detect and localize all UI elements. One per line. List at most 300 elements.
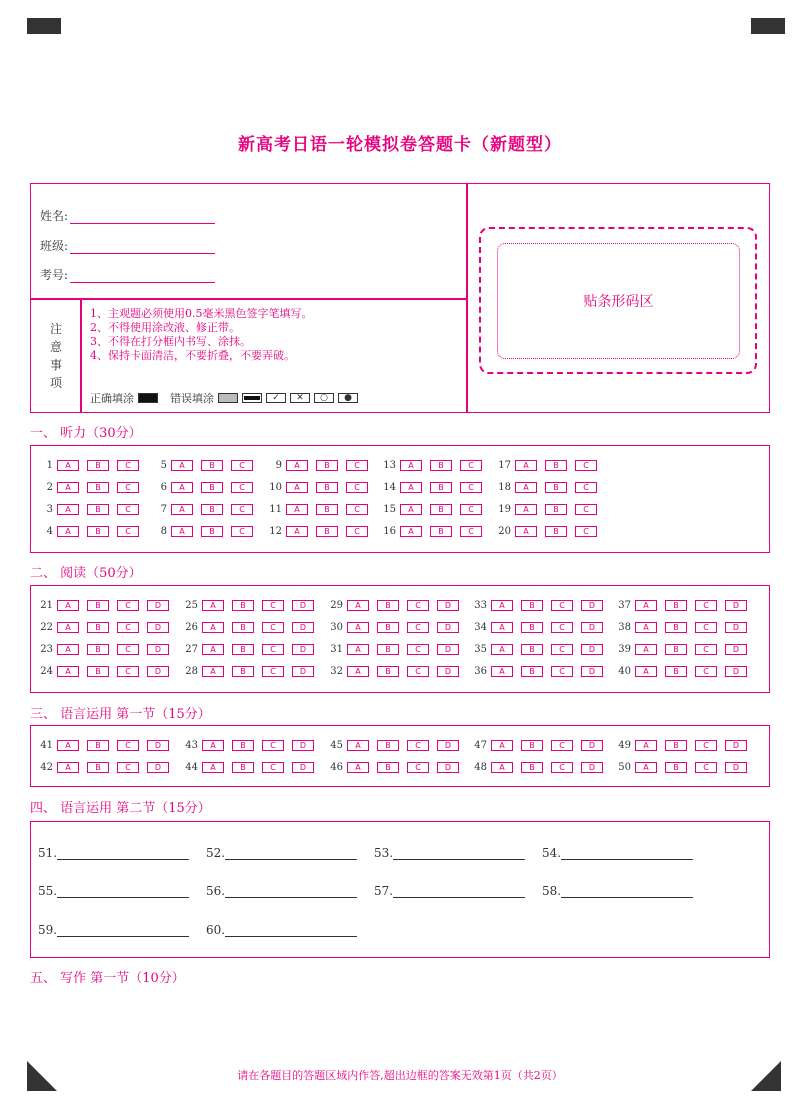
answer-option-c[interactable]: C xyxy=(117,644,139,655)
answer-option-c[interactable]: C xyxy=(262,600,284,611)
answer-option-b[interactable]: B xyxy=(665,762,687,773)
answer-option-b[interactable]: B xyxy=(201,504,223,515)
answer-option-a[interactable]: A xyxy=(400,526,422,537)
question-number: 50 xyxy=(618,762,631,773)
answer-option-a[interactable]: A xyxy=(515,482,537,493)
blank-line[interactable] xyxy=(393,845,525,860)
answer-option-a[interactable]: A xyxy=(57,460,79,471)
question-row xyxy=(611,622,755,633)
section-title-reading: 二、 阅读（50分） xyxy=(30,566,142,581)
question-number: 1 xyxy=(46,460,53,471)
answer-option-a[interactable]: A xyxy=(491,644,513,655)
question-number: 36 xyxy=(474,666,487,677)
answer-option-d[interactable]: D xyxy=(147,762,169,773)
class-line[interactable] xyxy=(70,240,215,254)
answer-option-a[interactable]: A xyxy=(202,600,224,611)
answer-option-d[interactable]: D xyxy=(725,644,747,655)
answer-option-c[interactable]: C xyxy=(695,740,717,751)
answer-option-a[interactable]: A xyxy=(347,622,369,633)
answer-option-c[interactable]: C xyxy=(407,762,429,773)
answer-option-d[interactable]: D xyxy=(292,644,314,655)
answer-option-b[interactable]: B xyxy=(521,600,543,611)
name-line[interactable] xyxy=(70,210,215,224)
fill-blank[interactable] xyxy=(206,883,357,898)
question-number: 11 xyxy=(269,504,282,515)
answer-option-b[interactable]: B xyxy=(665,666,687,677)
answer-option-b[interactable]: B xyxy=(201,526,223,537)
answer-option-c[interactable]: C xyxy=(346,460,368,471)
question-number: 41 xyxy=(40,740,53,751)
answer-option-a[interactable]: A xyxy=(171,504,193,515)
answer-option-a[interactable]: A xyxy=(286,526,308,537)
question-number: 40 xyxy=(618,666,631,677)
answer-option-d[interactable]: D xyxy=(147,666,169,677)
answer-option-a[interactable]: A xyxy=(286,460,308,471)
fill-blank[interactable] xyxy=(38,883,189,898)
fill-blank[interactable] xyxy=(374,883,525,898)
answer-option-c[interactable]: C xyxy=(551,644,573,655)
name-field[interactable] xyxy=(40,207,215,224)
answer-option-a[interactable]: A xyxy=(515,460,537,471)
answer-option-d[interactable]: D xyxy=(437,600,459,611)
answer-option-a[interactable]: A xyxy=(57,666,79,677)
answer-option-a[interactable]: A xyxy=(400,482,422,493)
answer-option-d[interactable]: D xyxy=(725,666,747,677)
answer-option-b[interactable]: B xyxy=(430,526,452,537)
question-row xyxy=(491,526,605,537)
answer-option-a[interactable]: A xyxy=(202,644,224,655)
answer-option-c[interactable]: C xyxy=(117,460,139,471)
answer-option-b[interactable]: B xyxy=(430,460,452,471)
question-row xyxy=(467,666,611,677)
answer-option-a[interactable]: A xyxy=(491,740,513,751)
answer-option-b[interactable]: B xyxy=(232,644,254,655)
question-row xyxy=(376,460,490,471)
answer-option-d[interactable]: D xyxy=(581,666,603,677)
answer-option-d[interactable]: D xyxy=(292,600,314,611)
answer-option-a[interactable]: A xyxy=(347,600,369,611)
question-row xyxy=(178,740,322,751)
question-number: 6 xyxy=(160,482,167,493)
section-title-listening: 一、 听力（30分） xyxy=(30,426,142,441)
answer-option-c[interactable]: C xyxy=(346,504,368,515)
answer-option-d[interactable]: D xyxy=(725,762,747,773)
answer-option-b[interactable]: B xyxy=(545,504,567,515)
answer-option-b[interactable]: B xyxy=(545,460,567,471)
barcode-inner xyxy=(497,243,740,359)
question-row xyxy=(611,666,755,677)
answer-option-b[interactable]: B xyxy=(377,740,399,751)
answer-option-c[interactable]: C xyxy=(262,622,284,633)
answer-option-c[interactable]: C xyxy=(575,482,597,493)
corner-marker-top-right xyxy=(751,18,785,34)
answer-option-b[interactable]: B xyxy=(665,740,687,751)
answer-option-b[interactable]: B xyxy=(87,600,109,611)
answer-option-d[interactable]: D xyxy=(581,644,603,655)
answer-option-a[interactable]: A xyxy=(400,504,422,515)
answer-option-c[interactable]: C xyxy=(460,460,482,471)
answer-option-c[interactable]: C xyxy=(407,644,429,655)
answer-option-d[interactable]: D xyxy=(292,762,314,773)
answer-option-b[interactable]: B xyxy=(87,644,109,655)
corner-marker-top-left xyxy=(27,18,61,34)
answer-option-b[interactable]: B xyxy=(521,762,543,773)
answer-option-b[interactable]: B xyxy=(87,526,109,537)
answer-option-b[interactable]: B xyxy=(87,740,109,751)
answer-option-d[interactable]: D xyxy=(147,644,169,655)
answer-option-a[interactable]: A xyxy=(635,762,657,773)
question-row xyxy=(467,762,611,773)
answer-option-a[interactable]: A xyxy=(171,460,193,471)
exam-number-field[interactable] xyxy=(40,266,215,283)
answer-option-c[interactable]: C xyxy=(695,622,717,633)
question-number: 5 xyxy=(160,460,167,471)
question-row xyxy=(323,644,467,655)
answer-option-a[interactable]: A xyxy=(286,482,308,493)
answer-option-c[interactable]: C xyxy=(407,622,429,633)
question-number: 4 xyxy=(46,526,53,537)
answer-option-b[interactable]: B xyxy=(430,482,452,493)
answer-option-b[interactable]: B xyxy=(545,482,567,493)
question-number: 16 xyxy=(383,526,396,537)
answer-option-d[interactable]: D xyxy=(292,740,314,751)
blank-number: 58. xyxy=(542,884,562,898)
answer-option-a[interactable]: A xyxy=(515,526,537,537)
answer-option-c[interactable]: C xyxy=(695,644,717,655)
answer-option-a[interactable]: A xyxy=(57,740,79,751)
answer-option-a[interactable]: A xyxy=(202,666,224,677)
answer-option-c[interactable]: C xyxy=(407,600,429,611)
answer-option-d[interactable]: D xyxy=(292,666,314,677)
question-number: 21 xyxy=(40,600,53,611)
blank-number: 59. xyxy=(38,923,58,937)
answer-option-a[interactable]: A xyxy=(57,622,79,633)
class-label: 班级: xyxy=(40,239,69,253)
answer-option-a[interactable]: A xyxy=(635,666,657,677)
question-number: 48 xyxy=(474,762,487,773)
question-row xyxy=(611,740,755,751)
answer-option-b[interactable]: B xyxy=(316,482,338,493)
answer-option-d[interactable]: D xyxy=(437,644,459,655)
answer-option-a[interactable]: A xyxy=(491,600,513,611)
question-number: 25 xyxy=(185,600,198,611)
question-row xyxy=(33,482,147,493)
answer-option-a[interactable]: A xyxy=(202,740,224,751)
answer-option-a[interactable]: A xyxy=(491,762,513,773)
answer-option-d[interactable]: D xyxy=(437,762,459,773)
answer-option-d[interactable]: D xyxy=(581,622,603,633)
wrong-fill-circle: ○ xyxy=(314,393,334,403)
question-number: 24 xyxy=(40,666,53,677)
answer-option-c[interactable]: C xyxy=(231,526,253,537)
question-number: 8 xyxy=(160,526,167,537)
blank-number: 55. xyxy=(38,884,58,898)
answer-option-c[interactable]: C xyxy=(117,762,139,773)
question-row xyxy=(376,504,490,515)
question-row xyxy=(323,740,467,751)
answer-option-c[interactable]: C xyxy=(575,460,597,471)
blank-number: 56. xyxy=(206,884,226,898)
answer-option-a[interactable]: A xyxy=(57,526,79,537)
answer-option-c[interactable]: C xyxy=(551,600,573,611)
fill-blank[interactable] xyxy=(374,845,525,860)
answer-option-b[interactable]: B xyxy=(316,526,338,537)
answer-option-b[interactable]: B xyxy=(232,740,254,751)
section-title-language-use-1: 三、 语言运用 第一节（15分） xyxy=(30,707,211,722)
answer-option-a[interactable]: A xyxy=(635,600,657,611)
answer-option-b[interactable]: B xyxy=(377,644,399,655)
wrong-fill-gray xyxy=(218,393,238,403)
answer-option-b[interactable]: B xyxy=(316,504,338,515)
question-row xyxy=(611,644,755,655)
fill-blank[interactable] xyxy=(206,922,357,937)
question-row xyxy=(491,504,605,515)
fill-blank[interactable] xyxy=(38,922,189,937)
answer-option-c[interactable]: C xyxy=(262,666,284,677)
answer-option-c[interactable]: C xyxy=(231,460,253,471)
section-language-use-1-box xyxy=(30,725,770,787)
answer-option-a[interactable]: A xyxy=(635,622,657,633)
question-number: 10 xyxy=(269,482,282,493)
question-row xyxy=(611,600,755,611)
blank-line[interactable] xyxy=(57,922,189,937)
question-row xyxy=(178,762,322,773)
question-number: 22 xyxy=(40,622,53,633)
answer-option-a[interactable]: A xyxy=(57,644,79,655)
fill-blank[interactable] xyxy=(206,845,357,860)
answer-option-c[interactable]: C xyxy=(551,622,573,633)
answer-option-d[interactable]: D xyxy=(292,622,314,633)
answer-option-a[interactable]: A xyxy=(347,762,369,773)
answer-option-b[interactable]: B xyxy=(87,482,109,493)
answer-option-b[interactable]: B xyxy=(521,622,543,633)
answer-option-b[interactable]: B xyxy=(87,460,109,471)
answer-option-b[interactable]: B xyxy=(232,762,254,773)
answer-option-b[interactable]: B xyxy=(377,666,399,677)
section-title-language-use-2: 四、 语言运用 第二节（15分） xyxy=(30,801,211,816)
answer-option-c[interactable]: C xyxy=(117,666,139,677)
question-row xyxy=(33,526,147,537)
answer-option-b[interactable]: B xyxy=(87,762,109,773)
answer-option-b[interactable]: B xyxy=(232,600,254,611)
answer-option-c[interactable]: C xyxy=(575,526,597,537)
question-row xyxy=(33,622,177,633)
answer-option-b[interactable]: B xyxy=(87,666,109,677)
question-number: 38 xyxy=(618,622,631,633)
answer-option-b[interactable]: B xyxy=(201,482,223,493)
question-number: 26 xyxy=(185,622,198,633)
blank-line[interactable] xyxy=(225,883,357,898)
question-number: 7 xyxy=(160,504,167,515)
answer-option-a[interactable]: A xyxy=(347,644,369,655)
correct-fill-label: 正确填涂 xyxy=(90,392,134,405)
question-row xyxy=(178,666,322,677)
notice-item: 1、主观题必须使用0.5毫米黑色签字笔填写。 xyxy=(90,307,313,320)
question-row xyxy=(147,482,261,493)
answer-option-b[interactable]: B xyxy=(665,600,687,611)
question-number: 32 xyxy=(330,666,343,677)
answer-option-a[interactable]: A xyxy=(635,644,657,655)
answer-option-c[interactable]: C xyxy=(407,740,429,751)
answer-option-a[interactable]: A xyxy=(635,740,657,751)
question-row xyxy=(323,600,467,611)
question-row xyxy=(262,504,376,515)
blank-line[interactable] xyxy=(393,883,525,898)
fill-blank[interactable] xyxy=(542,845,693,860)
answer-option-c[interactable]: C xyxy=(460,526,482,537)
question-number: 2 xyxy=(46,482,53,493)
question-row xyxy=(33,762,177,773)
question-number: 19 xyxy=(498,504,511,515)
answer-option-d[interactable]: D xyxy=(437,740,459,751)
exam-number-line[interactable] xyxy=(70,269,215,283)
class-field[interactable] xyxy=(40,237,215,254)
answer-option-c[interactable]: C xyxy=(262,762,284,773)
answer-option-a[interactable]: A xyxy=(491,666,513,677)
answer-option-c[interactable]: C xyxy=(117,622,139,633)
answer-option-a[interactable]: A xyxy=(57,504,79,515)
answer-option-c[interactable]: C xyxy=(575,504,597,515)
question-number: 23 xyxy=(40,644,53,655)
blank-number: 54. xyxy=(542,846,562,860)
fill-blank[interactable] xyxy=(542,883,693,898)
answer-option-a[interactable]: A xyxy=(171,526,193,537)
question-row xyxy=(33,600,177,611)
answer-option-b[interactable]: B xyxy=(521,740,543,751)
answer-option-c[interactable]: C xyxy=(231,504,253,515)
blank-number: 60. xyxy=(206,923,226,937)
wrong-fill-cross: ✕ xyxy=(290,393,310,403)
answer-option-c[interactable]: C xyxy=(231,482,253,493)
question-number: 3 xyxy=(46,504,53,515)
question-number: 13 xyxy=(383,460,396,471)
answer-option-d[interactable]: D xyxy=(147,622,169,633)
answer-option-a[interactable]: A xyxy=(491,622,513,633)
answer-option-a[interactable]: A xyxy=(286,504,308,515)
answer-option-d[interactable]: D xyxy=(725,740,747,751)
answer-option-d[interactable]: D xyxy=(437,622,459,633)
answer-option-c[interactable]: C xyxy=(695,762,717,773)
answer-option-a[interactable]: A xyxy=(57,762,79,773)
answer-option-a[interactable]: A xyxy=(202,762,224,773)
answer-option-b[interactable]: B xyxy=(430,504,452,515)
question-number: 45 xyxy=(330,740,343,751)
blank-line[interactable] xyxy=(225,922,357,937)
answer-option-d[interactable]: D xyxy=(437,666,459,677)
question-number: 33 xyxy=(474,600,487,611)
answer-option-c[interactable]: C xyxy=(460,504,482,515)
answer-option-c[interactable]: C xyxy=(117,740,139,751)
wrong-fill-bar xyxy=(242,393,262,403)
notice-label: 注意事项 xyxy=(49,322,62,390)
answer-option-b[interactable]: B xyxy=(377,762,399,773)
question-number: 20 xyxy=(498,526,511,537)
answer-option-b[interactable]: B xyxy=(87,504,109,515)
question-number: 15 xyxy=(383,504,396,515)
answer-option-b[interactable]: B xyxy=(377,622,399,633)
answer-option-c[interactable]: C xyxy=(551,666,573,677)
answer-option-a[interactable]: A xyxy=(57,482,79,493)
question-row xyxy=(33,740,177,751)
answer-option-c[interactable]: C xyxy=(551,740,573,751)
notice-item: 4、保持卡面清洁，不要折叠，不要弄破。 xyxy=(90,349,295,362)
answer-option-a[interactable]: A xyxy=(202,622,224,633)
answer-option-c[interactable]: C xyxy=(551,762,573,773)
blank-line[interactable] xyxy=(57,883,189,898)
answer-option-a[interactable]: A xyxy=(400,460,422,471)
answer-option-b[interactable]: B xyxy=(316,460,338,471)
answer-option-d[interactable]: D xyxy=(581,740,603,751)
answer-option-b[interactable]: B xyxy=(545,526,567,537)
answer-option-a[interactable]: A xyxy=(171,482,193,493)
answer-option-a[interactable]: A xyxy=(515,504,537,515)
question-row xyxy=(33,504,147,515)
answer-option-b[interactable]: B xyxy=(521,644,543,655)
question-row xyxy=(491,482,605,493)
answer-option-c[interactable]: C xyxy=(117,482,139,493)
answer-option-b[interactable]: B xyxy=(665,644,687,655)
answer-option-b[interactable]: B xyxy=(377,600,399,611)
answer-option-c[interactable]: C xyxy=(346,526,368,537)
answer-option-a[interactable]: A xyxy=(347,740,369,751)
answer-option-c[interactable]: C xyxy=(262,740,284,751)
question-row xyxy=(147,460,261,471)
question-row xyxy=(611,762,755,773)
question-number: 42 xyxy=(40,762,53,773)
answer-option-a[interactable]: A xyxy=(347,666,369,677)
question-number: 39 xyxy=(618,644,631,655)
answer-option-d[interactable]: D xyxy=(725,600,747,611)
name-label: 姓名: xyxy=(40,209,69,223)
answer-option-b[interactable]: B xyxy=(232,666,254,677)
blank-line[interactable] xyxy=(57,845,189,860)
answer-option-b[interactable]: B xyxy=(521,666,543,677)
info-divider-horizontal xyxy=(30,298,467,300)
answer-option-c[interactable]: C xyxy=(117,600,139,611)
answer-option-c[interactable]: C xyxy=(117,504,139,515)
answer-option-c[interactable]: C xyxy=(117,526,139,537)
answer-option-b[interactable]: B xyxy=(87,622,109,633)
question-row xyxy=(467,600,611,611)
blank-line[interactable] xyxy=(225,845,357,860)
answer-option-c[interactable]: C xyxy=(346,482,368,493)
answer-option-b[interactable]: B xyxy=(232,622,254,633)
blank-line[interactable] xyxy=(561,845,693,860)
notice-list xyxy=(90,307,313,363)
answer-option-c[interactable]: C xyxy=(407,666,429,677)
answer-option-d[interactable]: D xyxy=(725,622,747,633)
question-number: 43 xyxy=(185,740,198,751)
answer-option-d[interactable]: D xyxy=(581,762,603,773)
answer-option-a[interactable]: A xyxy=(57,600,79,611)
blank-number: 51. xyxy=(38,846,58,860)
answer-option-c[interactable]: C xyxy=(695,666,717,677)
page-footer: 请在各题目的答题区域内作答,超出边框的答案无效第1页（共2页） xyxy=(237,1069,563,1082)
answer-option-b[interactable]: B xyxy=(201,460,223,471)
answer-option-d[interactable]: D xyxy=(147,600,169,611)
answer-option-c[interactable]: C xyxy=(460,482,482,493)
answer-option-b[interactable]: B xyxy=(665,622,687,633)
answer-option-d[interactable]: D xyxy=(147,740,169,751)
question-row xyxy=(467,740,611,751)
answer-option-c[interactable]: C xyxy=(695,600,717,611)
answer-option-c[interactable]: C xyxy=(262,644,284,655)
blank-line[interactable] xyxy=(561,883,693,898)
answer-option-d[interactable]: D xyxy=(581,600,603,611)
fill-blank[interactable] xyxy=(38,845,189,860)
blank-number: 53. xyxy=(374,846,394,860)
question-number: 31 xyxy=(330,644,343,655)
